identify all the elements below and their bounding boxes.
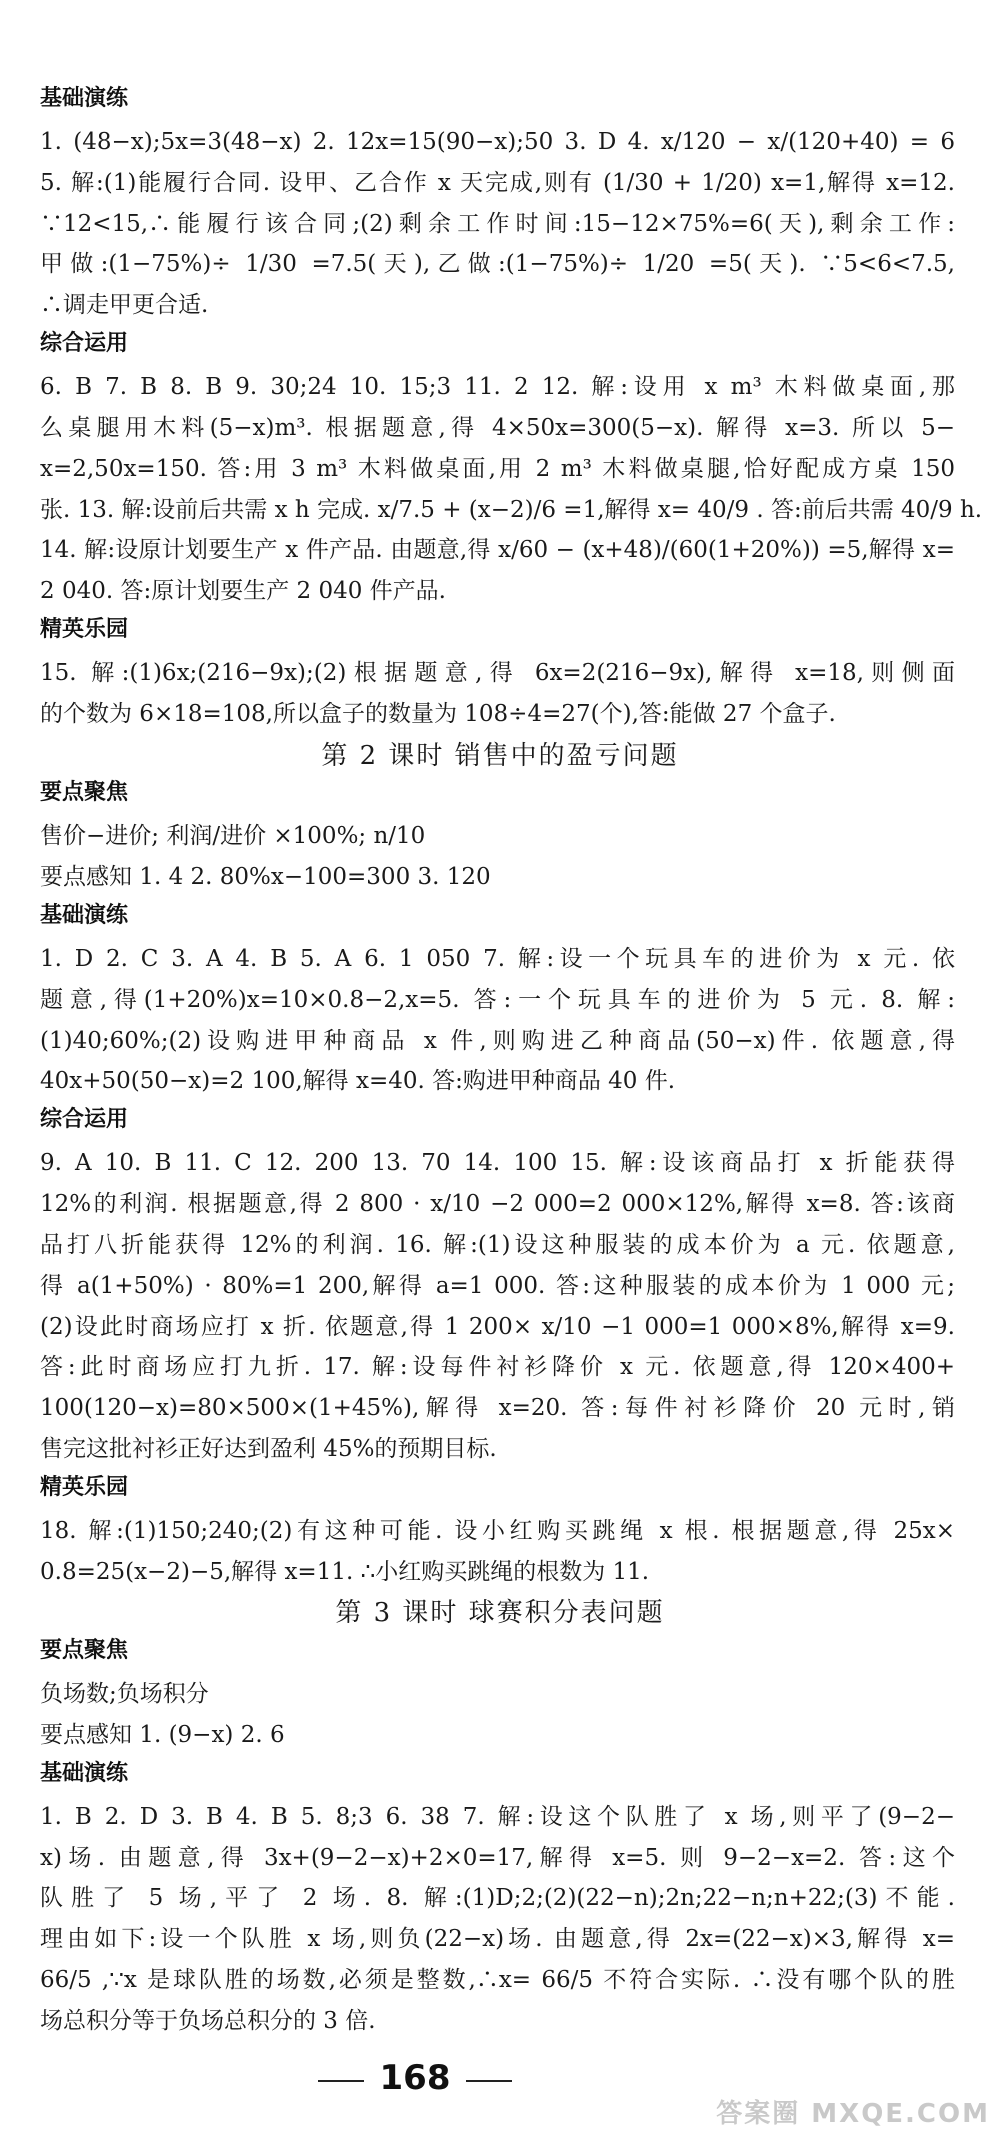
section-heading: 综合运用: [40, 1107, 129, 1132]
answer-line: 要点感知 1. 4 2. 80%x−100=300 3. 120: [40, 864, 491, 890]
answer-line: ∵12<15,∴能履行该合同;(2)剩余工作时间:15−12×75%=6(天),剩余工作:: [40, 211, 955, 237]
answer-line: 1. B 2. D 3. B 4. B 5. 8;3 6. 38 7. 解:设这个队胜了 x 场,则平了(9−2−: [40, 1804, 955, 1830]
answer-line: 得 a(1+50%) · 80%=1 200,解得 a=1 000. 答:这种服装的成本价为 1 000 元;: [40, 1273, 955, 1299]
answer-line: 5. 解:(1)能履行合同. 设甲、乙合作 x 天完成,则有 (1/30 + 1/20) x=1,解得 x=12.: [40, 170, 955, 196]
section-heading: 综合运用: [40, 331, 129, 356]
answer-line: 14. 解:设原计划要生产 x 件产品. 由题意,得 x/60 − (x+48)/(60(1+20%)) =5,解得 x=: [40, 537, 955, 563]
answer-line: 品打八折能获得 12%的利润. 16. 解:(1)设这种服装的成本价为 a 元. 依题意,: [40, 1232, 955, 1258]
answer-line: 答:此时商场应打九折. 17. 解:设每件衬衫降价 x 元. 依题意,得 120×400+: [40, 1354, 955, 1380]
answer-line: 9. A 10. B 11. C 12. 200 13. 70 14. 100 15. 解:设该商品打 x 折能获得: [40, 1150, 955, 1176]
answer-line: 题意,得(1+20%)x=10×0.8−2,x=5. 答:一个玩具车的进价为 5 元. 8. 解:: [40, 987, 955, 1013]
answer-line: 理由如下:设一个队胜 x 场,则负(22−x)场. 由题意,得 2x=(22−x)×3,解得 x=: [40, 1926, 955, 1952]
answer-line: 售价−进价; 利润/进价 ×100%; n/10: [40, 823, 426, 849]
answer-line: 66/5 ,∵x 是球队胜的场数,必须是整数,∴x= 66/5 不符合实际. ∴没有哪个队的胜: [40, 1967, 955, 1993]
answer-line: 负场数;负场积分: [40, 1681, 209, 1707]
answer-line: 15. 解:(1)6x;(216−9x);(2)根据题意,得 6x=2(216−9x),解得 x=18,则侧面: [40, 660, 955, 686]
answer-line: 0.8=25(x−2)−5,解得 x=11. ∴小红购买跳绳的根数为 11.: [40, 1559, 650, 1585]
answer-line: (2)设此时商场应打 x 折. 依题意,得 1 200× x/10 −1 000=1 000×8%,解得 x=9.: [40, 1314, 955, 1340]
answer-line: 的个数为 6×18=108,所以盒子的数量为 108÷4=27(个),答:能做 27 个盒子.: [40, 701, 836, 727]
section-heading: 要点聚焦: [40, 780, 129, 805]
answer-line: 甲做:(1−75%)÷ 1/30 =7.5(天),乙做:(1−75%)÷ 1/20 =5(天). ∵5<6<7.5,: [40, 251, 955, 277]
section-heading: 精英乐园: [40, 1475, 129, 1500]
page-number-dash-right: [466, 2080, 512, 2082]
answer-line: (1)40;60%;(2)设购进甲种商品 x 件,则购进乙种商品(50−x)件. 依题意,得: [40, 1028, 955, 1054]
answer-line: 1. (48−x);5x=3(48−x) 2. 12x=15(90−x);50 3. D 4. x/120 − x/(120+40) = 6: [40, 129, 955, 155]
section-heading: 基础演练: [40, 903, 129, 928]
lesson-title: 第 2 课时 销售中的盈亏问题: [321, 741, 679, 771]
answer-line: 2 040. 答:原计划要生产 2 040 件产品.: [40, 578, 446, 604]
answer-line: 12%的利润. 根据题意,得 2 800 · x/10 −2 000=2 000×12%,解得 x=8. 答:该商: [40, 1191, 955, 1217]
answer-line: 张. 13. 解:设前后共需 x h 完成. x/7.5 + (x−2)/6 =1,解得 x= 40/9 . 答:前后共需 40/9 h.: [40, 497, 983, 523]
section-heading: 基础演练: [40, 86, 129, 111]
answer-line: 1. D 2. C 3. A 4. B 5. A 6. 1 050 7. 解:设一个玩具车的进价为 x 元. 依: [40, 946, 955, 972]
answer-line: 6. B 7. B 8. B 9. 30;24 10. 15;3 11. 2 12. 解:设用 x m³ 木料做桌面,那: [40, 374, 955, 400]
answer-line: 售完这批衬衫正好达到盈利 45%的预期目标.: [40, 1436, 497, 1462]
answer-line: 40x+50(50−x)=2 100,解得 x=40. 答:购进甲种商品 40 件.: [40, 1068, 676, 1094]
page-number: 168: [379, 2058, 451, 2098]
answer-line: 要点感知 1. (9−x) 2. 6: [40, 1722, 285, 1748]
answer-line: 队胜了 5 场,平了 2 场. 8. 解:(1)D;2;(2)(22−n);2n;22−n;n+22;(3)不能.: [40, 1885, 955, 1911]
section-heading: 要点聚焦: [40, 1638, 129, 1663]
lesson-title: 第 3 课时 球赛积分表问题: [335, 1598, 665, 1628]
section-heading: 精英乐园: [40, 617, 129, 642]
answer-line: x)场. 由题意,得 3x+(9−2−x)+2×0=17,解得 x=5. 则 9−2−x=2. 答:这个: [40, 1845, 955, 1871]
answer-line: 18. 解:(1)150;240;(2)有这种可能. 设小红购买跳绳 x 根. 根据题意,得 25x×: [40, 1518, 955, 1544]
answer-line: 场总积分等于负场总积分的 3 倍.: [40, 2008, 376, 2034]
answer-line: 100(120−x)=80×500×(1+45%),解得 x=20. 答:每件衬衫降价 20 元时,销: [40, 1395, 955, 1421]
answer-line: 么桌腿用木料(5−x)m³. 根据题意,得 4×50x=300(5−x). 解得 x=3. 所以 5−: [40, 415, 955, 441]
watermark-logo: 答案圈 MXQE.COM: [716, 2099, 990, 2129]
section-heading: 基础演练: [40, 1761, 129, 1786]
answer-line: x=2,50x=150. 答:用 3 m³ 木料做桌面,用 2 m³ 木料做桌腿,恰好配成方桌 150: [40, 456, 955, 482]
answer-line: ∴调走甲更合适.: [40, 292, 209, 318]
